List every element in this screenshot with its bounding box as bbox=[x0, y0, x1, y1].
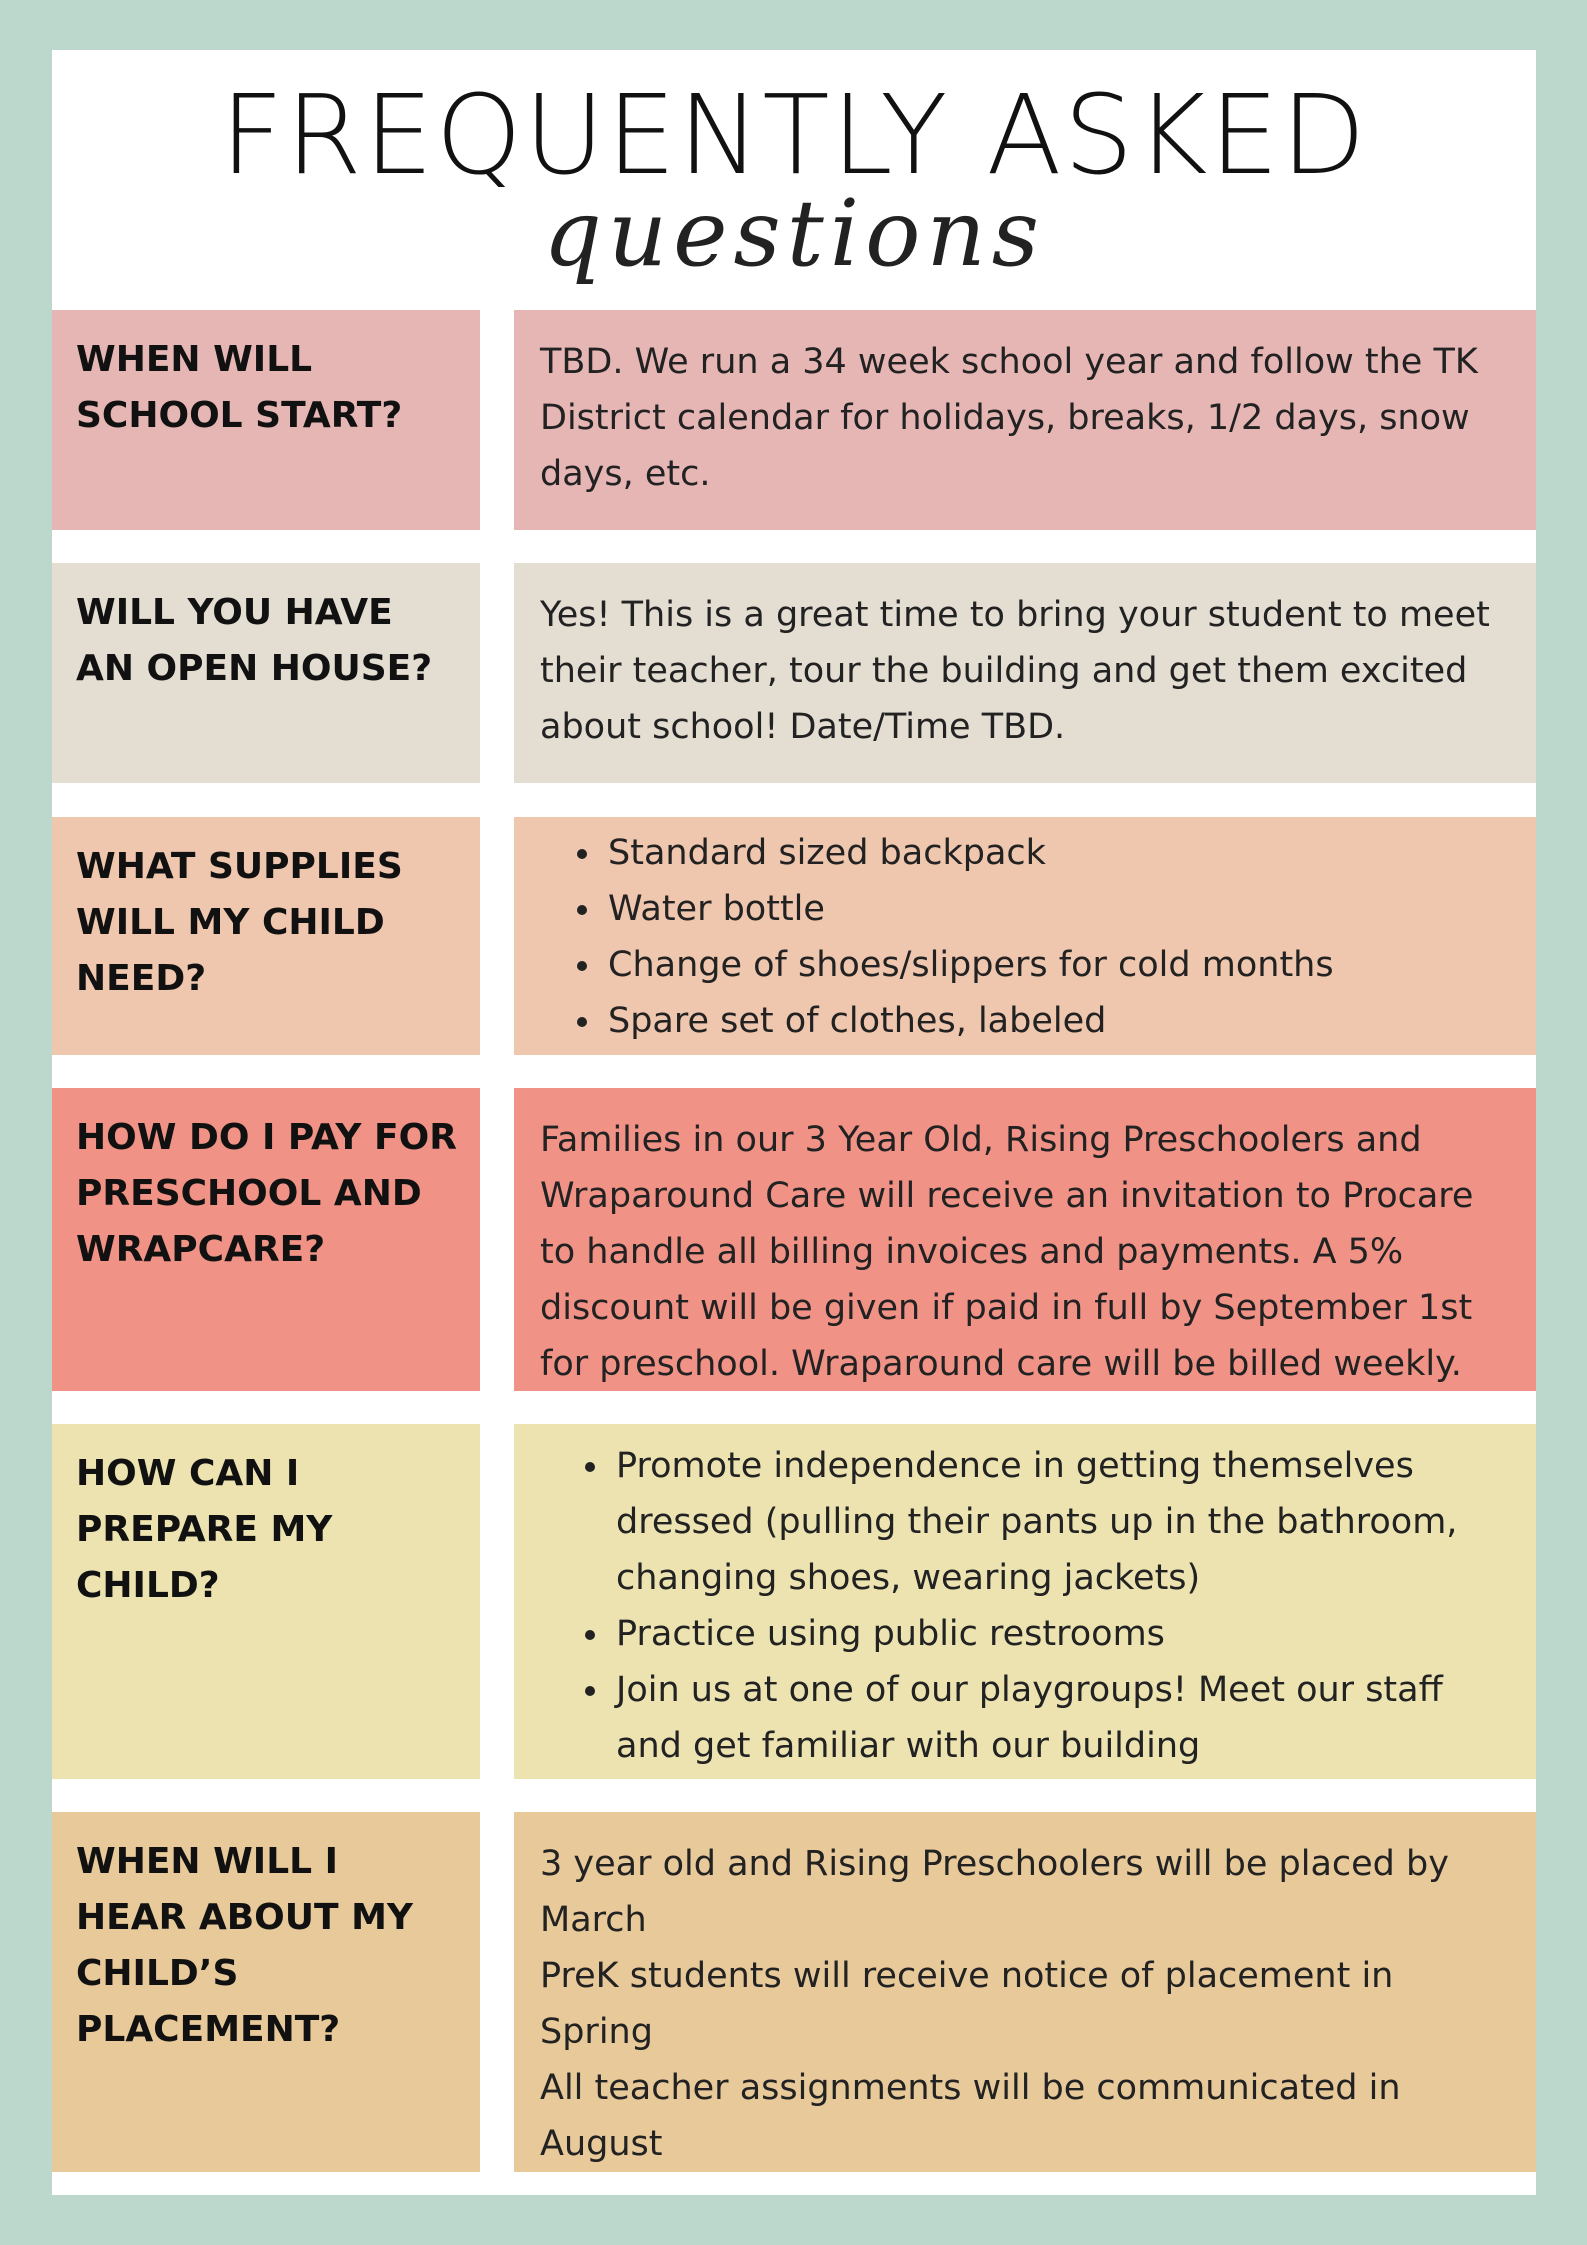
faq-question-1: WHEN WILL SCHOOL START? bbox=[52, 310, 480, 530]
faq-question-6: WHEN WILL I HEAR ABOUT MY CHILD’S PLACEMENT? bbox=[52, 1812, 480, 2172]
faq-question-2: WILL YOU HAVE AN OPEN HOUSE? bbox=[52, 563, 480, 783]
list-item: • Water bottle bbox=[604, 881, 1512, 937]
faq-question-5: HOW CAN I PREPARE MY CHILD? bbox=[52, 1424, 480, 1779]
list-item: • Practice using public restrooms bbox=[612, 1606, 1512, 1662]
placement-line-3: All teacher assignments will be communicated in August bbox=[540, 2068, 1401, 2164]
prepare-list bbox=[540, 1438, 1512, 1774]
faq-answer-2 bbox=[514, 563, 1536, 783]
faq-page bbox=[52, 50, 1536, 2195]
placement-line-1: 3 year old and Rising Preschoolers will be placed by March bbox=[540, 1844, 1449, 1940]
faq-answer-5 bbox=[514, 1424, 1536, 1779]
page-title: FREQUENTLY ASKED bbox=[220, 71, 1368, 199]
faq-answer-3 bbox=[514, 817, 1536, 1055]
faq-answer-6 bbox=[514, 1812, 1536, 2172]
list-item: • Change of shoes/slippers for cold months bbox=[604, 937, 1512, 993]
faq-answer-1 bbox=[514, 310, 1536, 530]
list-item: • Join us at one of our playgroups! Meet our staff and get familiar with our building bbox=[612, 1662, 1512, 1774]
placement-line-2: PreK students will receive notice of placement in Spring bbox=[540, 1956, 1394, 2052]
supplies-list bbox=[540, 825, 1512, 1049]
faq-answer-1-text: TBD. We run a 34 week school year and follow the TK District calendar for holidays, breaks, 1/2 days, snow days, etc. bbox=[540, 342, 1478, 494]
page-subtitle: questions bbox=[542, 180, 1046, 287]
faq-question-3: WHAT SUPPLIES WILL MY CHILD NEED? bbox=[52, 817, 480, 1055]
list-item: • Promote independence in getting themselves dressed (pulling their pants up in the bathroom, changing shoes, wearing jackets) bbox=[612, 1438, 1512, 1606]
faq-answer-2-text: Yes! This is a great time to bring your student to meet their teacher, tour the building and get them excited about school! Date/Time TBD. bbox=[540, 595, 1490, 747]
faq-question-4: HOW DO I PAY FOR PRESCHOOL AND WRAPCARE? bbox=[52, 1088, 480, 1391]
list-item: • Spare set of clothes, labeled bbox=[604, 993, 1512, 1049]
faq-answer-4 bbox=[514, 1088, 1536, 1391]
faq-answer-4-text: Families in our 3 Year Old, Rising Preschoolers and Wraparound Care will receive an invitation to Procare to handle all billing invoices and payments. A 5% discount will be given if paid in full by September 1st for preschool. Wraparound care will be billed weekly. bbox=[540, 1120, 1474, 1384]
list-item: • Standard sized backpack bbox=[604, 825, 1512, 881]
